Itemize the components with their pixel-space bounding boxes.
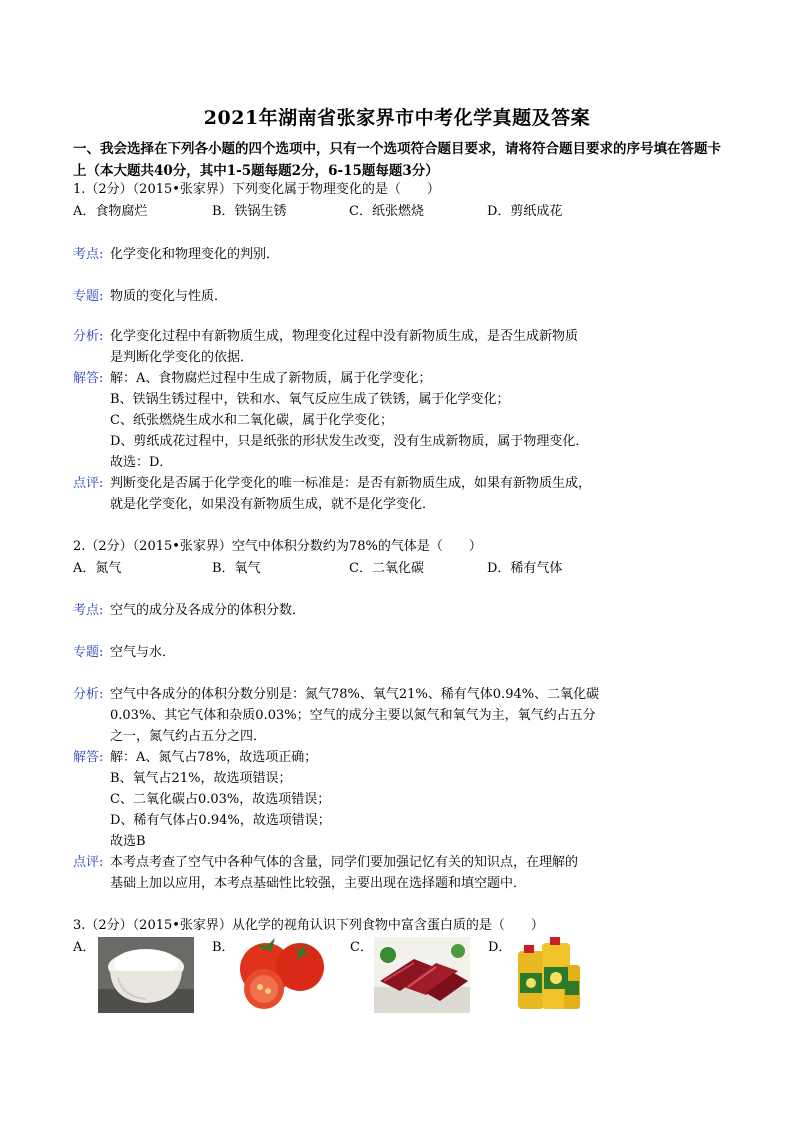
- q2-fenxi-line-3: 之一，氮气约占五分之四．: [110, 729, 267, 744]
- q1-fenxi-line-2: 是判断化学变化的依据．: [110, 350, 254, 365]
- q2-zhuanti-label: 专题:: [73, 645, 104, 660]
- q1-jieda-line-4: D、剪纸成花过程中，只是纸张的形状发生改变，没有生成新物质，属于物理变化．: [110, 434, 589, 449]
- q3-oil-image: [512, 937, 584, 1013]
- q2-fenxi-line-1: 空气中各成分的体积分数分别是：氮气78%、氧气21%、稀有气体0.94%、二氧化碳: [110, 687, 600, 702]
- q2-jieda-line-5: 故选B: [110, 834, 146, 849]
- q1-jieda-line-2: B、铁锅生锈过程中，铁和水、氧气反应生成了铁锈，属于化学变化；: [110, 392, 510, 407]
- q1-dianping-label: 点评:: [73, 476, 104, 491]
- q1-kaodian-label: 考点:: [73, 247, 104, 262]
- q2-jieda-line-3: C、二氧化碳占0.03%，故选项错误；: [110, 792, 331, 807]
- q3-stem: 3.（2分）（2015•张家界）从化学的视角认识下列食物中富含蛋白质的是（ ）: [73, 918, 544, 933]
- q3-option-a: A．: [73, 940, 96, 955]
- q1-fenxi-line-1: 化学变化过程中有新物质生成，物理变化过程中没有新物质生成，是否生成新物质: [110, 329, 579, 344]
- q1-jieda-label: 解答:: [73, 371, 104, 386]
- q2-kaodian-text: 空气的成分及各成分的体积分数．: [110, 603, 306, 618]
- q1-fenxi-label: 分析:: [73, 329, 104, 344]
- q2-stem: 2.（2分）（2015•张家界）空气中体积分数约为78%的气体是（ ）: [73, 539, 482, 554]
- q1-jieda-line-5: 故选：D．: [110, 455, 173, 470]
- q1-stem: 1.（2分）（2015•张家界）下列变化属于物理变化的是（ ）: [73, 182, 440, 197]
- q2-jieda-line-2: B、氧气占21%，故选项错误；: [110, 771, 292, 786]
- q2-jieda-line-1: 解：A、氮气占78%，故选项正确；: [110, 750, 318, 765]
- q1-jieda-line-1: 解：A、食物腐烂过程中生成了新物质，属于化学变化；: [110, 371, 432, 386]
- q2-option-c: C．二氧化碳: [349, 561, 424, 576]
- q2-dianping-line-1: 本考点考查了空气中各种气体的含量，同学们要加强记忆有关的知识点，在理解的: [110, 855, 579, 870]
- q1-dianping-line-2: 就是化学变化，如果没有新物质生成，就不是化学变化．: [110, 497, 436, 512]
- q2-fenxi-line-2: 0.03%、其它气体和杂质0.03%；空气的成分主要以氮气和氧气为主，氧气约占五分: [110, 708, 596, 723]
- q1-option-a: A．食物腐烂: [73, 204, 148, 219]
- q1-dianping-line-1: 判断变化是否属于化学变化的唯一标准是：是否有新物质生成，如果有新物质生成，: [110, 476, 592, 491]
- q1-jieda-line-3: C、纸张燃烧生成水和二氧化碳，属于化学变化；: [110, 413, 393, 428]
- q2-fenxi-label: 分析:: [73, 687, 104, 702]
- q2-jieda-line-4: D、稀有气体占0.94%，故选项错误；: [110, 813, 331, 828]
- q1-option-d: D．剪纸成花: [487, 204, 563, 219]
- q2-kaodian-label: 考点:: [73, 603, 104, 618]
- q2-option-a: A．氮气: [73, 561, 122, 576]
- q3-rice-image: [98, 937, 194, 1013]
- q1-option-c: C．纸张燃烧: [349, 204, 424, 219]
- q3-option-b: B．: [212, 940, 235, 955]
- q3-tomato-image: [236, 937, 332, 1013]
- q2-zhuanti-text: 空气与水．: [110, 645, 176, 660]
- q1-zhuanti-label: 专题:: [73, 289, 104, 304]
- q3-meat-image: [374, 937, 470, 1013]
- q1-kaodian-text: 化学变化和物理变化的判别．: [110, 247, 280, 262]
- q2-option-b: B．氧气: [212, 561, 261, 576]
- q1-zhuanti-text: 物质的变化与性质．: [110, 289, 228, 304]
- q2-jieda-label: 解答:: [73, 750, 104, 765]
- q2-dianping-line-2: 基础上加以应用，本考点基础性比较强，主要出现在选择题和填空题中．: [110, 876, 527, 891]
- q3-option-d: D．: [488, 940, 512, 955]
- q1-option-b: B．铁锅生锈: [212, 204, 287, 219]
- document-title: 2021年湖南省张家界市中考化学真题及答案: [203, 107, 591, 129]
- q3-option-c: C．: [350, 940, 373, 955]
- section-heading: 一、我会选择在下列各小题的四个选项中，只有一个选项符合题目要求，请将符合题目要求的序号填在答题卡上（本大题共40分，其中1-5题每题2分，6-15题每题3分）: [73, 141, 721, 179]
- q2-option-d: D．稀有气体: [487, 561, 563, 576]
- q2-dianping-label: 点评:: [73, 855, 104, 870]
